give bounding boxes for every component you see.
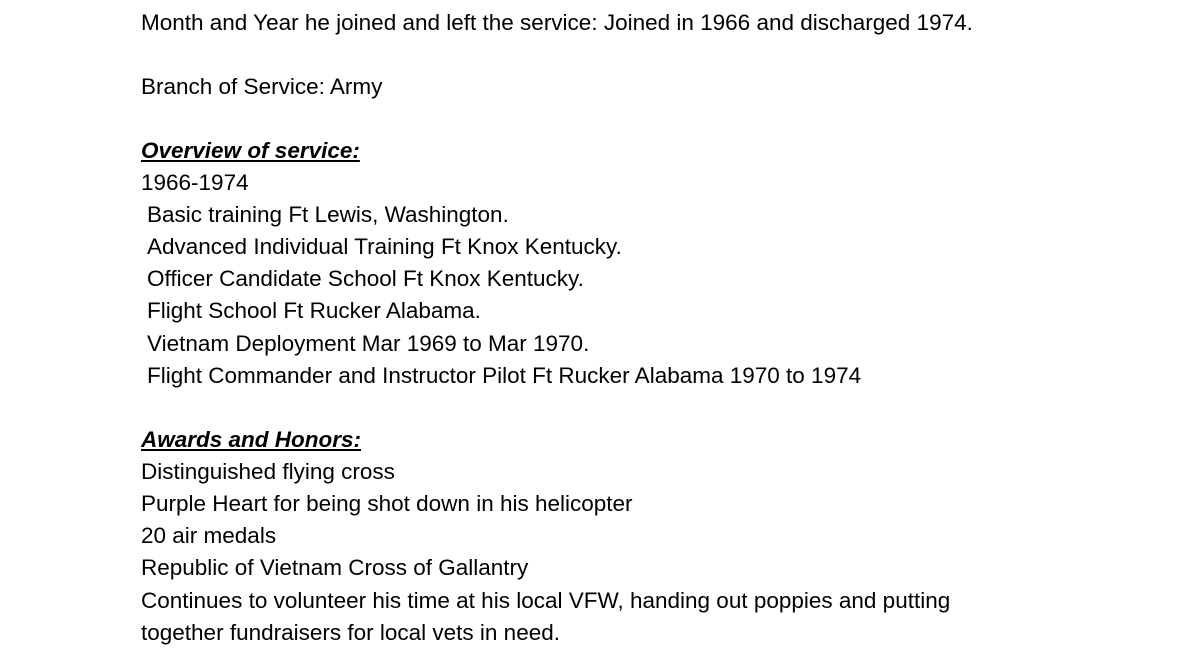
- award-item: together fundraisers for local vets in need.: [141, 620, 560, 645]
- overview-item: Vietnam Deployment Mar 1969 to Mar 1970.: [147, 331, 590, 356]
- award-item: Purple Heart for being shot down in his helicopter: [141, 491, 633, 516]
- overview-heading: Overview of service:: [141, 138, 360, 163]
- overview-item: Advanced Individual Training Ft Knox Kentucky.: [147, 234, 622, 259]
- awards-heading: Awards and Honors:: [141, 427, 362, 452]
- overview-item: Basic training Ft Lewis, Washington.: [147, 202, 509, 227]
- overview-item: Flight School Ft Rucker Alabama.: [147, 298, 481, 323]
- award-item: Continues to volunteer his time at his local VFW, handing out poppies and putting: [141, 588, 951, 613]
- document-page: [141, 0, 1181, 645]
- award-item: 20 air medals: [141, 523, 277, 548]
- overview-years: 1966-1974: [141, 170, 249, 195]
- service-dates-text: Month and Year he joined and left the service: Joined in 1966 and discharged 1974.: [141, 10, 973, 35]
- award-item: Distinguished flying cross: [141, 459, 395, 484]
- branch-of-service-text: Branch of Service: Army: [141, 74, 383, 99]
- overview-item: Officer Candidate School Ft Knox Kentucky.: [147, 266, 584, 291]
- award-item: Republic of Vietnam Cross of Gallantry: [141, 555, 529, 580]
- overview-item: Flight Commander and Instructor Pilot Ft Rucker Alabama 1970 to 1974: [147, 363, 862, 388]
